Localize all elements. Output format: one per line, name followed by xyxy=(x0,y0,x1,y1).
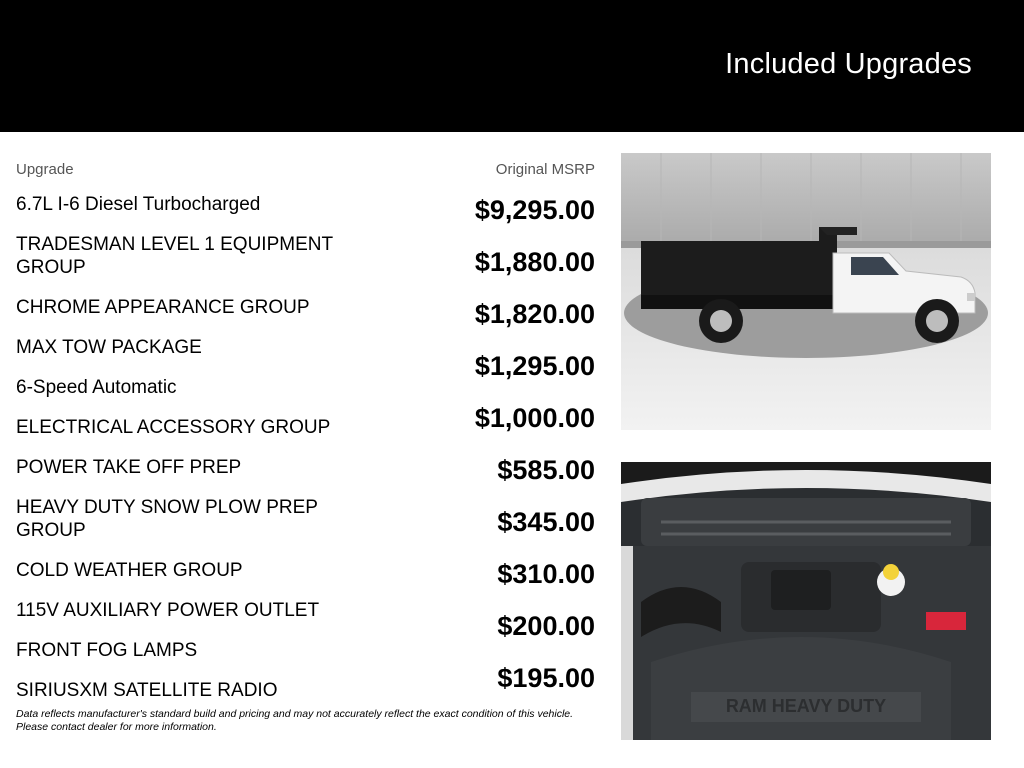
msrp-column-header: Original MSRP xyxy=(495,161,595,178)
upgrade-name: MAX TOW PACKAGE xyxy=(16,337,202,358)
upgrade-price: $9,295.00 xyxy=(474,195,595,225)
upgrade-price: $1,000.00 xyxy=(474,403,595,433)
upgrade-price: $200.00 xyxy=(497,611,595,641)
upgrade-name: POWER TAKE OFF PREP xyxy=(16,457,242,478)
upgrade-name: TRADESMAN LEVEL 1 EQUIPMENT GROUP xyxy=(16,234,333,278)
upgrade-name: ELECTRICAL ACCESSORY GROUP xyxy=(16,417,331,438)
upgrade-price: $1,820.00 xyxy=(474,299,595,329)
truck-photo xyxy=(621,153,991,430)
upgrade-price: $1,880.00 xyxy=(474,247,595,277)
upgrade-name: FRONT FOG LAMPS xyxy=(16,640,198,661)
upgrade-price: $310.00 xyxy=(497,559,595,589)
upgrade-name: 6-Speed Automatic xyxy=(16,377,177,398)
upgrade-price: $1,295.00 xyxy=(474,351,595,381)
upgrade-column-header: Upgrade xyxy=(16,161,74,178)
upgrade-price: $345.00 xyxy=(497,507,595,537)
engine-photo xyxy=(621,462,991,740)
disclaimer-text: Data reflects manufacturer's standard build and pricing and may not accurately reflect the exact condition of this vehicle. Please contact dealer for more information. xyxy=(16,708,574,733)
upgrade-name: COLD WEATHER GROUP xyxy=(16,560,243,581)
upgrade-name: 6.7L I-6 Diesel Turbocharged xyxy=(16,194,261,215)
upgrade-name: SIRIUSXM SATELLITE RADIO xyxy=(16,680,278,701)
upgrade-price: $195.00 xyxy=(497,663,595,693)
header-bar xyxy=(0,0,1024,132)
upgrade-name: 115V AUXILIARY POWER OUTLET xyxy=(16,600,320,621)
engine-cover-logo: RAM HEAVY DUTY xyxy=(725,696,887,716)
page-title: Included Upgrades xyxy=(725,48,972,80)
upgrade-name: HEAVY DUTY SNOW PLOW PREP GROUP xyxy=(16,497,318,541)
upgrade-price: $585.00 xyxy=(497,455,595,485)
upgrade-name: CHROME APPEARANCE GROUP xyxy=(16,297,310,318)
